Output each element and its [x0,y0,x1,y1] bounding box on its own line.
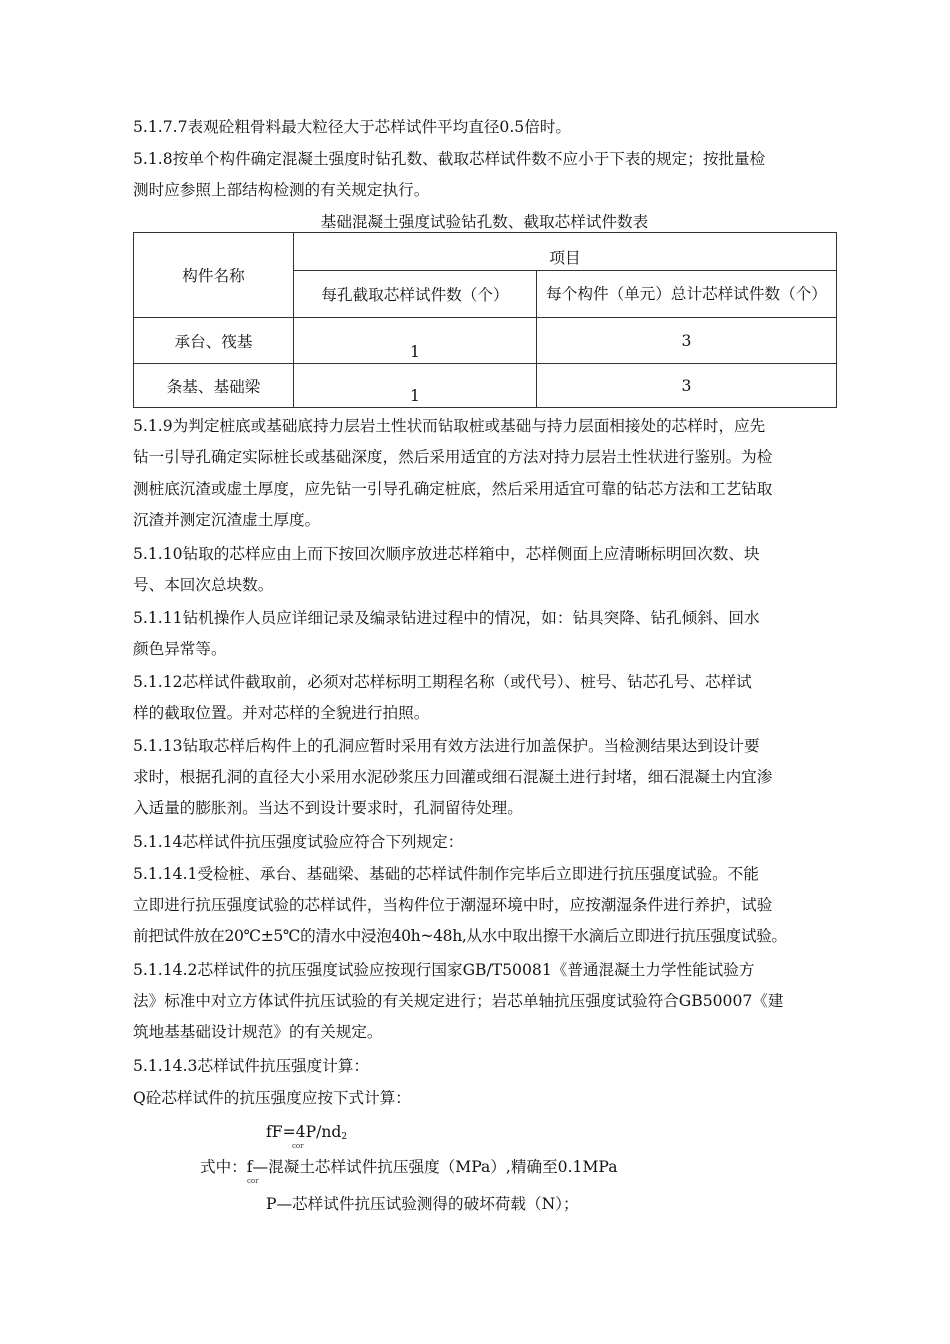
paragraph-5-1-14-2-line3: 筑地基基础设计规范》的有关规定。 [133,1023,383,1041]
definition-p: P—芯样试件抗压试验测得的破坏荷载（N）； [266,1195,579,1213]
cor-subscript-1: cor [292,1142,304,1150]
paragraph-5-1-8-line2: 测时应参照上部结构检测的有关规定执行。 [133,181,430,199]
header-component-name: 构件名称 [134,233,294,318]
paragraph-5-1-14-3: 5.1.14.3芯样试件抗压强度计算： [133,1057,370,1075]
paragraph-5-1-9-line2: 钻一引导孔确定实际桩长或基础深度，然后采用适宜的方法对持力层岩土性状进行鉴别。为检 [133,448,773,466]
paragraph-5-1-14-2-line1: 5.1.14.2芯样试件的抗压强度试验应按现行国家GB/T50081《普通混凝土力学性能试验方 [133,961,755,979]
row-total: 3 [537,318,837,364]
paragraph-5-1-8-line1: 5.1.8按单个构件确定混凝土强度时钻孔数、截取芯样试件数不应小于下表的规定；按批量检 [133,150,766,168]
table-row [134,318,837,364]
row-name: 承台、筏基 [134,318,294,364]
paragraph-5-1-13-line2: 求时，根据孔洞的直径大小采用水泥砂浆压力回灌或细石混凝土进行封堵，细石混凝土内宜渗 [133,768,773,786]
paragraph-5-1-10-line1: 5.1.10钻取的芯样应由上而下按回次顺序放进芯样箱中，芯样侧面上应清晰标明回次数、块 [133,545,760,563]
formula-text: fF=4P/nd [266,1123,342,1141]
paragraph-5-1-7-7: 5.1.7.7表观砼粗骨料最大粒径大于芯样试件平均直径0.5倍时。 [133,118,572,136]
paragraph-5-1-13-line1: 5.1.13钻取芯样后构件上的孔洞应暂时采用有效方法进行加盖保护。当检测结果达到设计要 [133,737,760,755]
header-item [294,233,837,271]
core-sample-table [133,232,837,408]
header-per-hole: 每孔截取芯样试件数（个） [294,271,537,318]
definition-f: 式中：f—混凝土芯样试件抗压强度（MPa）,精确至0.1MPa [200,1158,618,1176]
paragraph-5-1-14-1-line1: 5.1.14.1受检桩、承台、基础梁、基础的芯样试件制作完毕后立即进行抗压强度试验。不能 [133,865,759,883]
paragraph-5-1-11-line2: 颜色异常等。 [133,640,227,658]
row-name: 条基、基础梁 [134,364,294,408]
table-caption: 基础混凝土强度试验钻孔数、截取芯样试件数表 [320,213,649,231]
paragraph-5-1-14-1-line2: 立即进行抗压强度试验的芯样试件，当构件位于潮湿环境中时，应按潮湿条件进行养护，试验 [133,896,773,914]
formula-subscript: 2 [341,1132,348,1142]
header-item-label: 项目 [549,249,581,267]
table-header-row-1 [134,233,837,271]
formula [266,1121,566,1148]
table-row [134,364,837,408]
paragraph-formula-intro: Q砼芯样试件的抗压强度应按下式计算： [133,1089,411,1107]
paragraph-5-1-14-1-line3: 前把试件放在20℃±5℃的清水中浸泡40h~48h,从水中取出擦干水滴后立即进行抗压强度试验。 [133,927,787,945]
row-per-hole [294,364,537,408]
row-total: 3 [537,364,837,408]
paragraph-5-1-9-line4: 沉渣并测定沉渣虚土厚度。 [133,511,321,529]
paragraph-5-1-12-line2: 样的截取位置。并对芯样的全貌进行拍照。 [133,704,430,722]
paragraph-5-1-11-line1: 5.1.11钻机操作人员应详细记录及编录钻进过程中的情况，如：钻具突降、钻孔倾斜、回水 [133,609,760,627]
header-total: 每个构件（单元）总计芯样试件数（个） [537,271,837,318]
paragraph-5-1-13-line3: 入适量的膨胀剂。当达不到设计要求时，孔洞留待处理。 [133,799,523,817]
paragraph-5-1-9-line3: 测桩底沉渣或虚土厚度，应先钻一引导孔确定桩底，然后采用适宜可靠的钻芯方法和工艺钻取 [133,480,773,498]
paragraph-5-1-14: 5.1.14芯样试件抗压强度试验应符合下列规定： [133,833,464,851]
paragraph-5-1-12-line1: 5.1.12芯样试件截取前，必须对芯样标明工期程名称（或代号）、桩号、钻芯孔号、芯样试 [133,673,752,691]
row-per-hole [294,318,537,364]
paragraph-5-1-9-line1: 5.1.9为判定桩底或基础底持力层岩土性状而钻取桩或基础与持力层面相接处的芯样时，应先 [133,417,766,435]
cor-subscript-2: cor [247,1177,259,1185]
row-per-hole-value: 1 [410,387,420,405]
row-per-hole-value: 1 [410,343,420,361]
paragraph-5-1-14-2-line2: 法》标准中对立方体试件抗压试验的有关规定进行；岩芯单轴抗压强度试验符合GB50007《建 [133,992,784,1010]
paragraph-5-1-10-line2: 号、本回次总块数。 [133,576,274,594]
